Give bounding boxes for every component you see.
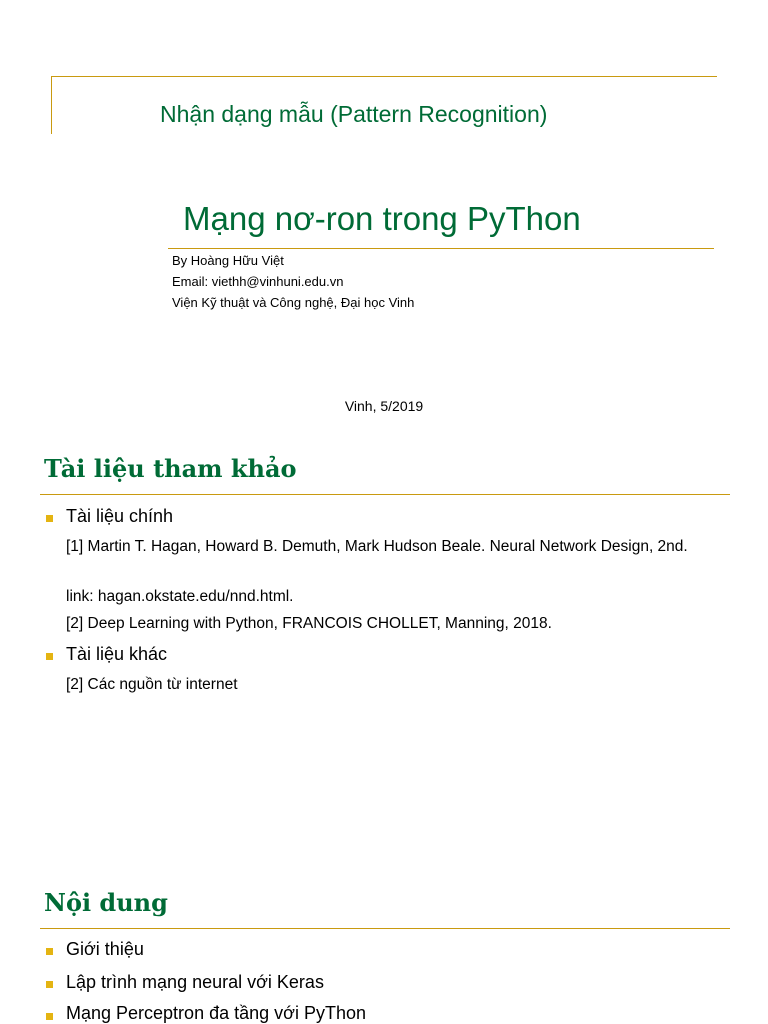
- presentation-title: Mạng nơ-ron trong PyThon: [183, 200, 581, 237]
- reference-link: link: hagan.okstate.edu/nnd.html.: [66, 588, 294, 605]
- reference-item: [2] Các nguồn từ internet: [66, 676, 238, 693]
- author-email: Email: viethh@vinhuni.edu.vn: [172, 274, 344, 289]
- reference-item: [1] Martin T. Hagan, Howard B. Demuth, Mark Hudson Beale. Neural Network Design, 2nd.: [66, 538, 688, 555]
- title-underline: [168, 248, 714, 249]
- references-title: Tài liệu tham khảo: [44, 454, 297, 483]
- author-institution: Viện Kỹ thuật và Công nghệ, Đại học Vinh: [172, 295, 415, 310]
- top-border-line: [51, 76, 717, 77]
- contents-title: Nội dung: [44, 888, 168, 917]
- square-bullet-icon: [46, 515, 53, 522]
- contents-slide: [0, 860, 768, 1024]
- left-border-line: [51, 76, 52, 134]
- author-name: By Hoàng Hữu Việt: [172, 253, 284, 268]
- contents-title-rule: [40, 928, 730, 929]
- reference-item: [2] Deep Learning with Python, FRANCOIS CHOLLET, Manning, 2018.: [66, 615, 552, 632]
- square-bullet-icon: [46, 1013, 53, 1020]
- references-title-rule: [40, 494, 730, 495]
- title-slide: [0, 0, 768, 440]
- presentation-date: Vinh, 5/2019: [344, 398, 424, 414]
- main-references-heading: Tài liệu chính: [66, 506, 174, 526]
- other-references-heading: Tài liệu khác: [66, 644, 168, 664]
- contents-item: Mạng Perceptron đa tầng với PyThon: [66, 1003, 366, 1023]
- references-slide: [0, 440, 768, 860]
- square-bullet-icon: [46, 653, 53, 660]
- square-bullet-icon: [46, 981, 53, 988]
- course-subtitle: Nhận dạng mẫu (Pattern Recognition): [160, 101, 548, 127]
- square-bullet-icon: [46, 948, 53, 955]
- contents-item: Lập trình mạng neural với Keras: [66, 972, 324, 992]
- contents-item: Giới thiệu: [66, 939, 144, 959]
